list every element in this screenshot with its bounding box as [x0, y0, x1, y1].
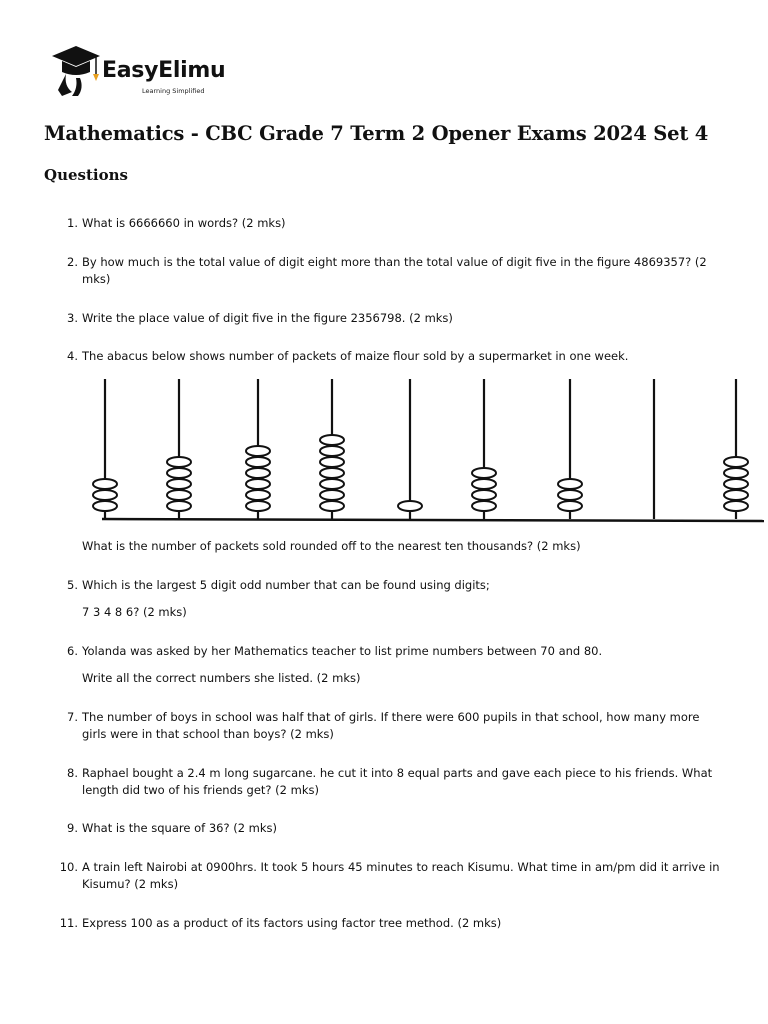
question-text: Write the place value of digit five in the figure 2356798. (2 mks)	[82, 311, 453, 325]
abacus-bead	[472, 479, 496, 489]
abacus-bead	[167, 479, 191, 489]
abacus-base	[102, 519, 764, 521]
abacus-bead	[246, 501, 270, 511]
question-6	[67, 643, 722, 660]
abacus-bead	[167, 468, 191, 478]
question-4-followup: What is the number of packets sold rounded off to the nearest ten thousands? (2 mks)	[82, 539, 581, 553]
easyelimu-logo	[50, 44, 250, 100]
question-number: 5.	[67, 578, 78, 592]
abacus-bead	[320, 457, 344, 467]
abacus-bead	[724, 479, 748, 489]
question-text: Which is the largest 5 digit odd number that can be found using digits;	[82, 578, 490, 592]
abacus-bead	[246, 490, 270, 500]
question-text: What is 6666660 in words? (2 mks)	[82, 216, 286, 230]
question-7	[67, 709, 722, 742]
question-11	[59, 915, 722, 932]
question-text: What is the square of 36? (2 mks)	[82, 821, 278, 835]
abacus-bead	[93, 501, 117, 511]
abacus-bead	[320, 479, 344, 489]
abacus-bead	[320, 468, 344, 478]
abacus-bead	[167, 490, 191, 500]
abacus-bead	[93, 490, 117, 500]
abacus-bead	[558, 501, 582, 511]
abacus-bead	[246, 457, 270, 467]
abacus-bead	[93, 479, 117, 489]
abacus-bead	[724, 468, 748, 478]
abacus-bead	[320, 490, 344, 500]
abacus-bead	[472, 501, 496, 511]
abacus-bead	[320, 435, 344, 445]
question-5	[67, 577, 722, 594]
question-4	[67, 348, 722, 365]
question-3	[67, 310, 722, 327]
question-1	[67, 215, 722, 232]
abacus-bead	[472, 468, 496, 478]
page-title: Mathematics - CBC Grade 7 Term 2 Opener Exams 2024 Set 4	[44, 122, 709, 145]
abacus-bead	[724, 457, 748, 467]
brand-name: EasyElimu	[102, 58, 226, 83]
abacus-bead	[472, 490, 496, 500]
abacus-bead	[724, 501, 748, 511]
question-number: 11.	[59, 916, 78, 930]
abacus-bead	[724, 490, 748, 500]
abacus-bead	[246, 446, 270, 456]
abacus-bead	[558, 490, 582, 500]
question-8	[67, 765, 722, 798]
question-number: 10.	[59, 860, 78, 874]
abacus-bead	[320, 501, 344, 511]
question-number: 1.	[67, 216, 78, 230]
abacus-bead	[558, 479, 582, 489]
question-number: 2.	[67, 255, 78, 269]
question-text: The number of boys in school was half that of girls. If there were 600 pupils in that school, how many more girls were in that school than boys? (2 mks)	[82, 710, 700, 741]
question-number: 3.	[67, 311, 78, 325]
abacus-bead	[320, 446, 344, 456]
abacus-bead	[167, 501, 191, 511]
question-6-followup: Write all the correct numbers she listed. (2 mks)	[82, 671, 361, 685]
brand-tagline: Learning Simplified	[142, 87, 205, 95]
abacus-bead	[167, 457, 191, 467]
abacus-bead	[246, 479, 270, 489]
question-number: 6.	[67, 644, 78, 658]
question-text: Raphael bought a 2.4 m long sugarcane. he cut it into 8 equal parts and gave each piece to his friends. What length did two of his friends get? (2 mks)	[82, 766, 713, 797]
question-number: 4.	[67, 349, 78, 363]
question-5-followup: 7 3 4 8 6? (2 mks)	[82, 605, 187, 619]
abacus-bead	[398, 501, 422, 511]
abacus-bead	[246, 468, 270, 478]
question-text: Yolanda was asked by her Mathematics teacher to list prime numbers between 70 and 80.	[82, 644, 603, 658]
section-heading: Questions	[44, 166, 128, 184]
question-text: Express 100 as a product of its factors using factor tree method. (2 mks)	[82, 916, 502, 930]
question-text: The abacus below shows number of packets of maize flour sold by a supermarket in one week.	[82, 349, 629, 363]
question-9	[67, 820, 722, 837]
graduation-cap-icon	[50, 44, 102, 100]
question-text: A train left Nairobi at 0900hrs. It took 5 hours 45 minutes to reach Kisumu. What time in am/pm did it arrive in Kisumu? (2 mks)	[82, 860, 720, 891]
question-10	[59, 859, 722, 892]
question-number: 9.	[67, 821, 78, 835]
question-2	[67, 254, 722, 287]
question-number: 7.	[67, 710, 78, 724]
question-text: By how much is the total value of digit eight more than the total value of digit five in the figure 4869357? (2 mks)	[82, 255, 707, 286]
question-number: 8.	[67, 766, 78, 780]
abacus-diagram	[88, 376, 768, 526]
